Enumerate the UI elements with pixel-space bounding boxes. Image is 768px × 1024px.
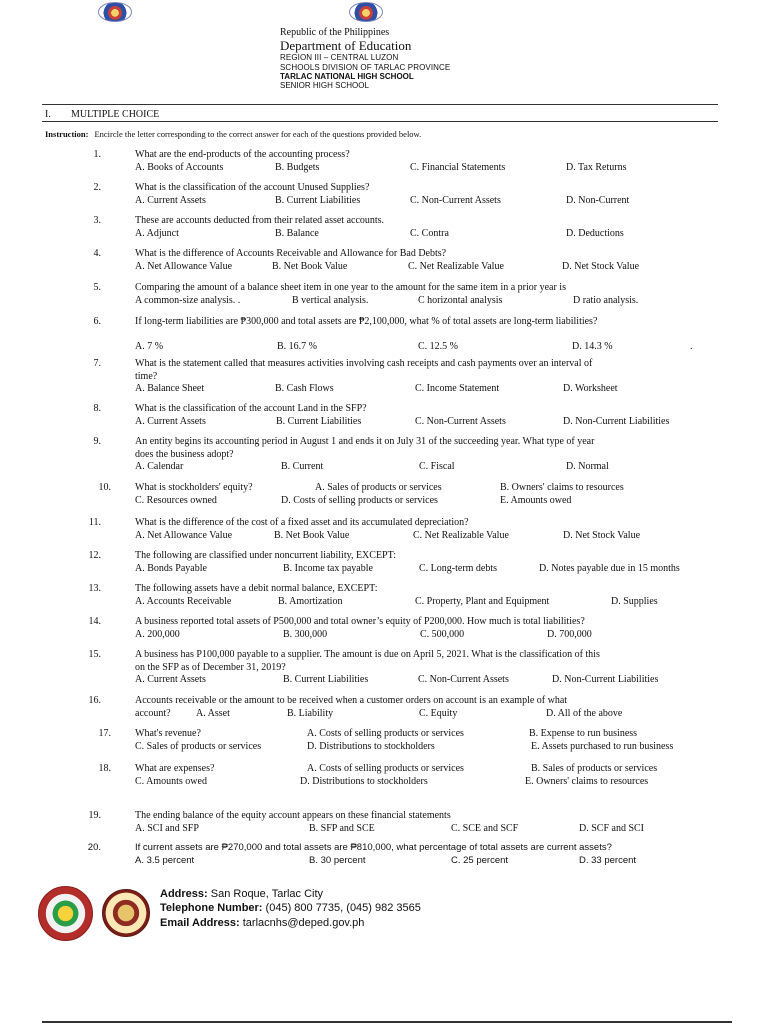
contact-footer	[160, 887, 421, 930]
question-number: 9.	[93, 436, 101, 447]
answer-option[interactable]: B. Current	[281, 461, 324, 472]
question-stem: Accounts receivable or the amount to be received when a customer orders on account is an example of what	[135, 695, 568, 706]
answer-option[interactable]: D. SCF and SCI	[579, 822, 645, 834]
question-stem: An entity begins its accounting period in August 1 and ends it on July 31 of the succeeding year. What type of year	[135, 436, 595, 447]
instruction	[45, 129, 421, 139]
question-stem: What is the statement called that measures activities involving cash receipts and cash payments over an interval of	[135, 358, 593, 369]
answer-option[interactable]: D. 33 percent	[579, 854, 637, 866]
answer-option[interactable]: A. Current Assets	[135, 194, 206, 206]
answer-option[interactable]: B. Income tax payable	[283, 562, 373, 574]
question-stem: The following assets have a debit normal balance, EXCEPT:	[135, 583, 378, 594]
question-stem-continued: does the business adopt?	[135, 448, 234, 460]
question-stem: What is stockholders' equity?	[135, 482, 253, 493]
question-number: 12.	[88, 550, 101, 561]
answer-option[interactable]: B. SFP and SCE	[309, 822, 375, 834]
deped-seal-left	[98, 2, 132, 22]
section-title	[45, 109, 159, 120]
answer-option[interactable]: D. Net Stock Value	[563, 529, 641, 541]
answer-option[interactable]: D. 14.3 %	[572, 341, 613, 352]
question-number: 18.	[98, 763, 111, 774]
question-number: 3.	[93, 215, 101, 226]
answer-option[interactable]: C. Amounts owed	[135, 775, 207, 787]
answer-option[interactable]: A. 200,000	[135, 628, 180, 640]
answer-option[interactable]: A. Balance Sheet	[135, 383, 205, 394]
answer-option[interactable]: D. Non-Current Liabilities	[552, 674, 659, 685]
answer-option[interactable]: A. Costs of selling products or services	[307, 763, 464, 774]
answer-option[interactable]: C. Net Realizable Value	[408, 260, 504, 272]
question-stem: The following are classified under noncurrent liability, EXCEPT:	[135, 550, 397, 561]
answer-option[interactable]: A. Accounts Receivable	[135, 595, 232, 607]
page-bottom-rule	[42, 1021, 732, 1023]
question-stem-continued: on the SFP as of December 31, 2019?	[135, 661, 286, 673]
answer-option[interactable]: D ratio analysis.	[573, 294, 639, 306]
letterhead	[280, 27, 450, 90]
email-label: Email Address:	[160, 916, 240, 929]
answer-option[interactable]: C. Sales of products or services	[135, 740, 262, 752]
question-number: 8.	[93, 403, 101, 414]
answer-option[interactable]: C. Contra	[410, 227, 449, 239]
answer-option[interactable]: C. Long-term debts	[419, 562, 498, 574]
question-number: 13.	[88, 583, 101, 594]
section-number: I.	[45, 109, 51, 120]
answer-option[interactable]: D. Worksheet	[563, 383, 618, 394]
question-stem: What are expenses?	[135, 763, 215, 774]
question-number: 10.	[98, 482, 111, 493]
question-number: 16.	[88, 695, 101, 706]
answer-option[interactable]: A common-size analysis. .	[135, 294, 241, 306]
answer-option[interactable]: D. Notes payable due in 15 months	[539, 562, 680, 574]
phone-value: (045) 800 7735, (045) 982 3565	[265, 902, 421, 915]
question-stem: Comparing the amount of a balance sheet item in one year to the amount for the same item in a prior year is	[135, 282, 566, 293]
question-number: 4.	[93, 248, 101, 259]
answer-option[interactable]: C. 12.5 %	[418, 341, 458, 352]
answer-option[interactable]: A. Net Allowance Value	[135, 529, 233, 541]
answer-option[interactable]: B. Liability	[287, 707, 334, 719]
answer-option[interactable]: C. 500,000	[420, 628, 465, 640]
answer-option[interactable]: B. 16.7 %	[277, 341, 317, 352]
answer-option[interactable]: B. 30 percent	[309, 854, 366, 866]
answer-option[interactable]: B vertical analysis.	[292, 294, 369, 306]
question-number: 15.	[88, 649, 101, 660]
answer-option[interactable]: C. Non-Current Assets	[410, 194, 501, 206]
answer-option[interactable]: A. Costs of selling products or services	[307, 728, 464, 739]
republic-line: Republic of the Philippines	[280, 27, 390, 38]
answer-option[interactable]: A. 7 %	[135, 341, 164, 352]
question-stem: A business reported total assets of P500,000 and total owner’s equity of P200,000. How much is total liabilities?	[135, 616, 585, 627]
answer-option[interactable]: B. Cash Flows	[275, 383, 334, 394]
answer-option[interactable]: B. Current Liabilities	[275, 194, 361, 206]
section-title-text: MULTIPLE CHOICE	[71, 109, 160, 120]
answer-option[interactable]: E. Owners' claims to resources	[525, 775, 649, 787]
answer-option[interactable]: D. Normal	[566, 461, 609, 472]
email-line	[160, 916, 421, 930]
answer-option[interactable]: A. Books of Accounts	[135, 161, 224, 173]
question-stem: A business has P100,000 payable to a supplier. The amount is due on April 5, 2021. What is the classification of this	[135, 649, 600, 660]
answer-option[interactable]: B. Net Book Value	[272, 260, 348, 272]
answer-option[interactable]: C. SCE and SCF	[451, 822, 519, 834]
answer-option[interactable]: C. Equity	[419, 707, 458, 719]
question-stem: What is the difference of the cost of a fixed asset and its accumulated depreciation?	[135, 517, 469, 528]
address-value: San Roque, Tarlac City	[210, 888, 324, 900]
answer-option[interactable]: D. Non-Current Liabilities	[563, 415, 670, 427]
question-stem: The ending balance of the equity account appears on these financial statements	[135, 810, 451, 821]
answer-option[interactable]: D. Non-Current	[566, 194, 630, 206]
school-seal	[102, 889, 150, 937]
answer-option[interactable]: B. Owners' claims to resources	[500, 482, 624, 493]
answer-option[interactable]: B. Net Book Value	[274, 529, 350, 541]
phone-label: Telephone Number:	[160, 902, 263, 915]
answer-option[interactable]: A. Current Assets	[135, 674, 206, 685]
deped-seal-right	[349, 2, 383, 22]
answer-option[interactable]: A. Current Assets	[135, 415, 206, 427]
question-number: 2.	[93, 182, 101, 193]
question-number: 6.	[93, 316, 101, 327]
answer-option[interactable]: B. Expense to run business	[529, 728, 638, 739]
question-number: 1.	[93, 149, 101, 160]
answer-option[interactable]: C. Non-Current Assets	[415, 415, 506, 427]
question-stem: These are accounts deducted from their related asset accounts.	[135, 215, 385, 226]
stray-mark: .	[690, 341, 693, 352]
answer-option[interactable]: C. Non-Current Assets	[418, 674, 509, 685]
answer-option[interactable]: A. Sales of products or services	[315, 482, 442, 493]
answer-option[interactable]: B. Current Liabilities	[276, 415, 362, 427]
question-number: 5.	[93, 282, 101, 293]
answer-option[interactable]: C. 25 percent	[451, 854, 509, 866]
answer-option[interactable]: C. Fiscal	[419, 461, 455, 472]
school-division-seal	[38, 886, 93, 941]
answer-option[interactable]: E. Amounts owed	[500, 494, 572, 506]
answer-option[interactable]: C. Income Statement	[415, 383, 500, 394]
department-name: Department of Education	[280, 37, 412, 53]
address-label: Address:	[160, 888, 208, 900]
answer-option[interactable]: D. Costs of selling products or services	[281, 494, 438, 506]
answer-option[interactable]: A. SCI and SFP	[135, 822, 199, 834]
question-stem: What are the end-products of the accounting process?	[135, 149, 350, 160]
answer-option[interactable]: B. Sales of products or services	[531, 763, 658, 774]
answer-option[interactable]: B. Balance	[275, 227, 319, 239]
question-stem-continued: time?	[135, 370, 158, 382]
instruction-label: Instruction:	[45, 129, 89, 139]
answer-option[interactable]: D. Supplies	[611, 595, 658, 607]
question-stem: What's revenue?	[135, 728, 201, 739]
answer-option[interactable]: B. Current Liabilities	[283, 674, 369, 685]
region-line: REGION III – CENTRAL LUZON	[280, 53, 399, 63]
question-stem: What is the difference of Accounts Receivable and Allowance for Bad Debts?	[135, 248, 447, 259]
answer-option[interactable]: D. 700,000	[547, 628, 592, 640]
school-name: TARLAC NATIONAL HIGH SCHOOL	[280, 71, 414, 81]
answer-option[interactable]: E. Assets purchased to run business	[531, 740, 674, 752]
question-number: 17.	[98, 728, 111, 739]
answer-option[interactable]: C. Property, Plant and Equipment	[415, 595, 550, 607]
answer-option[interactable]: D. Tax Returns	[566, 161, 627, 173]
address-line	[160, 887, 421, 901]
answer-option[interactable]: B. 300,000	[283, 628, 328, 640]
answer-option[interactable]: D. Net Stock Value	[562, 260, 640, 272]
answer-option[interactable]: A. Bonds Payable	[135, 562, 207, 574]
answer-option[interactable]: A. Net Allowance Value	[135, 260, 233, 272]
question-number: 19.	[88, 810, 101, 821]
answer-option[interactable]: C. Resources owned	[135, 494, 217, 506]
header-divider	[42, 104, 718, 105]
question-number: 20.	[87, 842, 101, 853]
question-stem: If long-term liabilities are ₱300,000 and total assets are ₱2,100,000, what % of total assets are long-term liabilities?	[135, 316, 598, 327]
section-divider	[42, 121, 718, 122]
answer-option[interactable]: C horizontal analysis	[418, 294, 503, 306]
answer-option[interactable]: A. Calendar	[135, 461, 184, 472]
answer-option[interactable]: D. All of the above	[546, 707, 623, 719]
answer-option[interactable]: C. Financial Statements	[410, 161, 506, 173]
answer-option[interactable]: C. Net Realizable Value	[413, 529, 509, 541]
answer-option[interactable]: D. Distributions to stockholders	[300, 775, 428, 787]
question-number: 11.	[88, 517, 101, 528]
question-number: 7.	[93, 358, 101, 369]
answer-option[interactable]: D. Deductions	[566, 227, 624, 239]
division-line: SCHOOLS DIVISION OF TARLAC PROVINCE	[280, 62, 451, 72]
question-stem: If current assets are ₱270,000 and total assets are ₱810,000, what percentage of total assets are current assets?	[135, 842, 612, 853]
answer-option[interactable]: B. Budgets	[275, 161, 320, 173]
question-stem: What is the classification of the account Unused Supplies?	[135, 182, 370, 193]
instruction-text: Encircle the letter corresponding to the correct answer for each of the questions provided below.	[94, 129, 422, 139]
answer-option[interactable]: A. Asset	[196, 707, 230, 719]
email-value: tarlacnhs@deped.gov.ph	[242, 916, 365, 929]
answer-option[interactable]: A. 3.5 percent	[135, 854, 195, 866]
question-stem: What is the classification of the account Land in the SFP?	[135, 403, 367, 414]
answer-option[interactable]: D. Distributions to stockholders	[307, 740, 435, 752]
answer-option[interactable]: account?	[135, 707, 171, 719]
answer-option[interactable]: A. Adjunct	[135, 227, 179, 239]
school-level: SENIOR HIGH SCHOOL	[280, 81, 369, 90]
answer-option[interactable]: B. Amortization	[278, 595, 343, 607]
question-number: 14.	[88, 616, 101, 627]
phone-line	[160, 901, 421, 915]
